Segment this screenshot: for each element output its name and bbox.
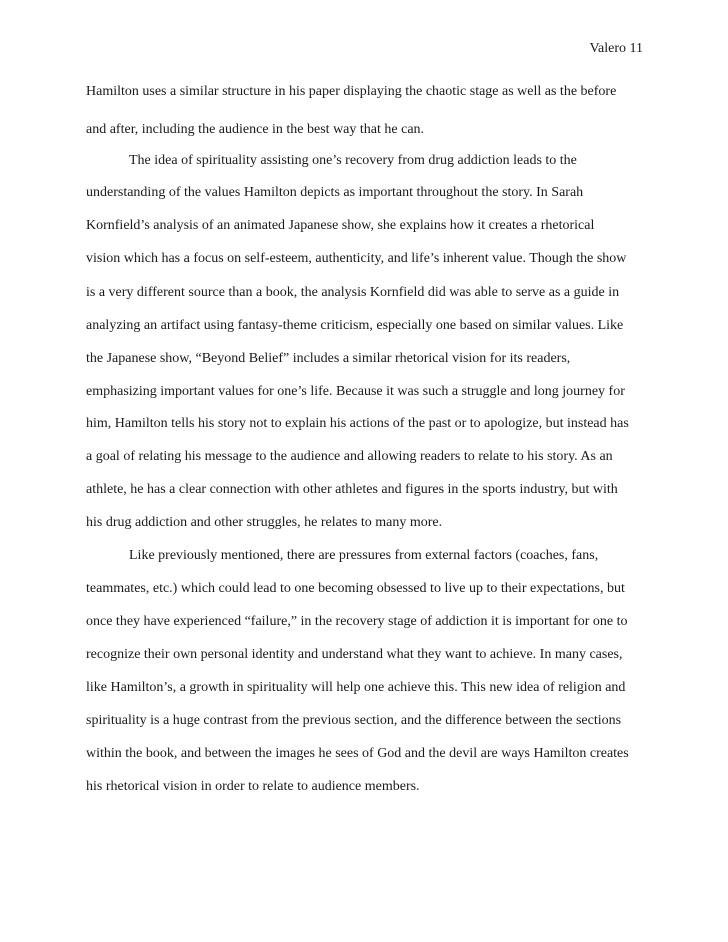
paragraph-start-line: Like previously mentioned, there are pressures from external factors (coaches, fans, <box>129 548 599 563</box>
body-line: understanding of the values Hamilton depicts as important throughout the story. In Sarah <box>86 185 584 200</box>
body-line: once they have experienced “failure,” in the recovery stage of addiction it is important for one to <box>86 614 628 629</box>
body-line: a goal of relating his message to the audience and allowing readers to relate to his story. As an <box>86 449 613 464</box>
body-line: the Japanese show, “Beyond Belief” includes a similar rhetorical vision for its readers, <box>86 351 571 366</box>
paragraph-start-line: The idea of spirituality assisting one’s recovery from drug addiction leads to the <box>129 153 577 168</box>
running-head: Valero 11 <box>589 41 643 56</box>
body-line: athlete, he has a clear connection with other athletes and figures in the sports industry, but with <box>86 482 618 497</box>
body-line: his drug addiction and other struggles, he relates to many more. <box>86 515 443 530</box>
body-line: teammates, etc.) which could lead to one becoming obsessed to live up to their expectations, but <box>86 581 625 596</box>
body-line: like Hamilton’s, a growth in spirituality will help one achieve this. This new idea of religion and <box>86 680 626 695</box>
body-line: spirituality is a huge contrast from the previous section, and the difference between the sections <box>86 713 622 728</box>
body-line: emphasizing important values for one’s life. Because it was such a struggle and long journey for <box>86 384 625 399</box>
body-line: Kornfield’s analysis of an animated Japanese show, she explains how it creates a rhetorical <box>86 218 595 233</box>
body-line: Hamilton uses a similar structure in his paper displaying the chaotic stage as well as the before <box>86 84 617 99</box>
body-line: his rhetorical vision in order to relate to audience members. <box>86 779 420 794</box>
body-line: is a very different source than a book, the analysis Kornfield did was able to serve as a guide in <box>86 285 620 300</box>
body-line: analyzing an artifact using fantasy-theme criticism, especially one based on similar values. Like <box>86 318 624 333</box>
body-line: him, Hamilton tells his story not to explain his actions of the past or to apologize, but instead has <box>86 416 629 431</box>
body-line: within the book, and between the images he sees of God and the devil are ways Hamilton creates <box>86 746 629 761</box>
body-line: vision which has a focus on self-esteem, authenticity, and life’s inherent value. Though the show <box>86 251 627 266</box>
body-line: recognize their own personal identity and understand what they want to achieve. In many cases, <box>86 647 623 662</box>
body-line: and after, including the audience in the best way that he can. <box>86 122 425 137</box>
